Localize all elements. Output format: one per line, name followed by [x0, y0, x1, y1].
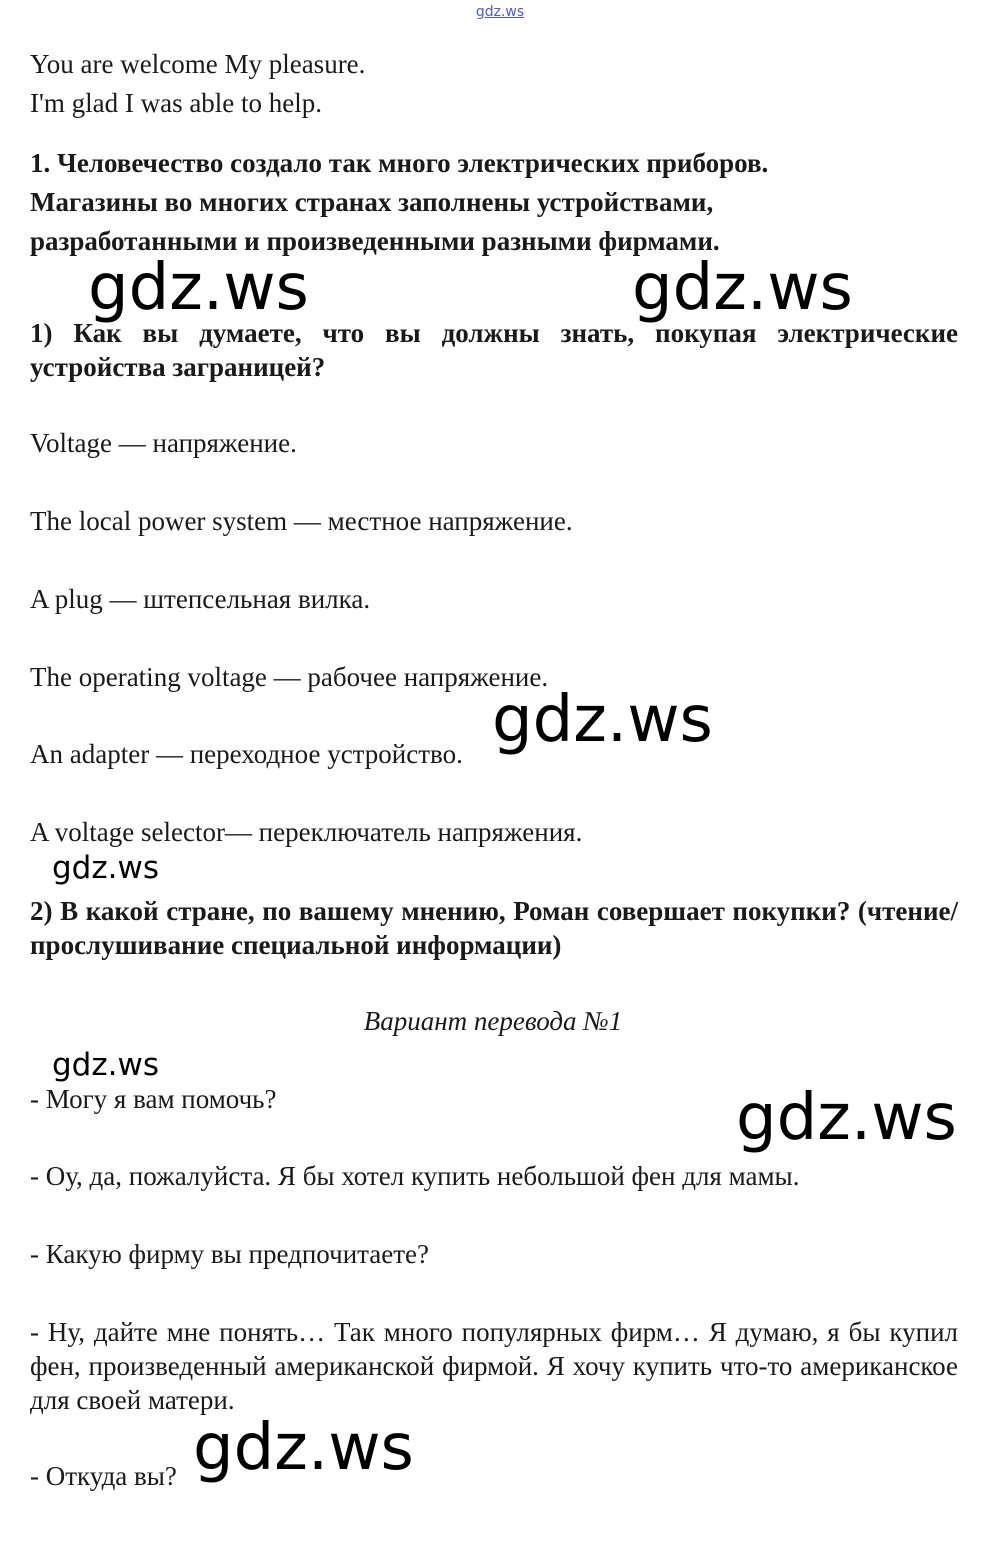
- dialog-line-4: - Ну, дайте мне понять… Так много популярных фирм… Я думаю, я бы купил фен, произведенный американской фирмой. Я хочу купить что-то американское для своей матери.: [30, 1317, 958, 1415]
- vocab-item-voltage-selector: A voltage selector— переключатель напряжения.: [30, 817, 583, 847]
- watermark: gdz.ws: [632, 251, 853, 325]
- dialog-line-5: - Откуда вы?: [30, 1461, 177, 1491]
- intro-line-2: I'm glad I was able to help.: [30, 88, 323, 118]
- dialog-line-1: - Могу я вам помочь?: [30, 1084, 277, 1114]
- vocab-item-plug: A plug — штепсельная вилка.: [30, 584, 371, 614]
- question-2: 2) В какой стране, по вашему мнению, Роман совершает покупки? (чтение/прослушивание специальной информации): [30, 896, 958, 960]
- watermark: gdz.ws: [52, 1047, 159, 1083]
- task-1-heading: 1. Человечество создало так много электрических приборов. Магазины во многих странах заполнены устройствами, разработанными и произведенными разными фирмами.: [30, 148, 769, 256]
- translation-title: Вариант перевода №1: [363, 1006, 623, 1036]
- watermark: gdz.ws: [88, 251, 309, 325]
- top-watermark-link[interactable]: gdz.ws: [475, 4, 525, 20]
- vocab-item-voltage: Voltage — напряжение.: [30, 428, 297, 458]
- dialog-line-3: - Какую фирму вы предпочитаете?: [30, 1239, 430, 1269]
- vocab-item-power-system: The local power system — местное напряжение.: [30, 506, 573, 536]
- watermark: gdz.ws: [492, 683, 713, 757]
- intro-line-1: You are welcome My pleasure.: [30, 49, 366, 79]
- vocab-item-adapter: An adapter — переходное устройство.: [30, 739, 463, 769]
- watermark: gdz.ws: [52, 850, 159, 886]
- watermark: gdz.ws: [193, 1411, 414, 1485]
- watermark: gdz.ws: [736, 1081, 957, 1155]
- question-1: 1) Как вы думаете, что вы должны знать, покупая электрические устройства заграницей?: [30, 318, 958, 382]
- dialog-line-2: - Оу, да, пожалуйста. Я бы хотел купить небольшой фен для мамы.: [30, 1161, 800, 1191]
- vocab-item-operating-voltage: The operating voltage — рабочее напряжение.: [30, 662, 549, 692]
